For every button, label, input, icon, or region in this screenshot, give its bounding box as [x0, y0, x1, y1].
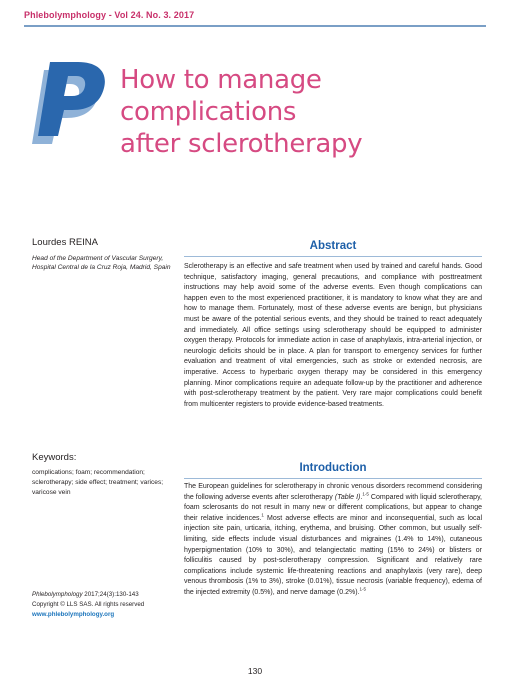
intro-text-c: Most adverse effects are minor and inconsequential, such as local injection site pain, urticaria, itching, erythema, and bruising. Other common, but usually self-limiting, side effects include visual disturbances and migraines (1.4% to 14%), cutaneous hyperpigmentation (10% to 30%), and telangiectatic matting (15% to 24%) or blisters or folliculitis caused by post-sclerotherapy compression. Significant and relatively rare complications include systemic life-threatening reactions and anaphylaxis (very rare), deep venous thrombosis (1% to 3%), stroke (0.01%), tissue necrosis (variable frequency), edema of the injected extremity (0.5%), and nerve damage (0.2%). [184, 514, 483, 596]
abstract-text: Sclerotherapy is an effective and safe treatment when used by trained and careful hands. Good technique, satisfactory imaging, general precautions, and compliance with posttreatment instructions may help avoid some of the adverse events. Even though complications can happen even to the most experienced practitioner, it is mandatory to know what they are and how to manage them. Fortunately, most of these adverse events are benign, but physicians must be aware of the potential serious events, and they should be trained to react adequately and immediately. All office settings using sclerotherapy should be equipped to administer oxygen therapy. Protocols for immediate action in case of anaphylaxis, intra-arterial injection, or neurologic deficits should be in place. A plan for transport to emergency services for further evaluation and treatment of vital emergencies, such as stroke or extended necrosis, are imperative. Access to hyperbaric oxygen therapy may be considered in this emergency planning. Minor complications require an adequate follow-up by the practitioner and adherence with post-sclerotherapy treatment by the patient. Very rare major complications could benefit from multicenter registers to provide evidence-based treatments. [184, 263, 482, 408]
citation-journal: Phlebolymphology [32, 591, 83, 598]
keywords-text: complications; foam; recommendation; sclerotherapy; side effect; treatment; varices; varicose vein [32, 469, 164, 496]
author-affiliation: Head of the Department of Vascular Surgery, Hospital Central de la Cruz Roja, Madrid, Spain [32, 255, 171, 271]
header-divider [24, 25, 486, 27]
title-line-2: after sclerotherapy [120, 129, 363, 159]
article-title [120, 64, 480, 160]
keywords-block [32, 452, 172, 497]
introduction-paragraph: The European guidelines for sclerotherapy in chronic venous disorders recommend considering the following adverse events after sclerotherapy (Table I).$^{1-5}$ Compared with liquid sclerotherapy, foam sclerosants do not result in many new or different complications, but appear to change their relative incidences.$^1$ Most adverse effects are minor and inconsequential, such as local injection site pain, urticaria, itching, erythema, and bruising. Other common, but usually self-limiting, side effects include visual disturbances and migraines (1.4% to 14%), cutaneous hyperpigmentation (10% to 30%), and telangiectatic matting (15% to 24%) or blisters or folliculitis caused by post-sclerotherapy compression. Significant and relatively rare complications include systemic life-threatening reactions and anaphylaxis (very rare), deep venous thrombosis (1% to 3%), stroke (0.01%), tissue necrosis (variable frequency), edema of the injected extremity (0.5%), and nerve damage (0.2%).$^{1-5}$ [184, 483, 483, 596]
citation-copyright: Copyright © LLS SAS. All rights reserved [32, 601, 145, 608]
intro-text-a: The European guidelines for sclerotherapy in chronic venous disorders recommend considering the following adverse events after sclerotherapy [184, 483, 482, 501]
citation-superscript: 1 [261, 512, 264, 518]
citation-superscript: 1-5 [362, 491, 369, 497]
introduction-divider [184, 478, 482, 479]
citation-reference: 2017;24(3):130-143 [82, 591, 139, 598]
phlebolymphology-p-logo [26, 58, 110, 146]
keywords-title: Keywords: [32, 452, 77, 463]
introduction-heading: Introduction [299, 462, 367, 474]
abstract-divider [184, 256, 482, 257]
citation-block [32, 590, 177, 620]
abstract-heading: Abstract [309, 240, 357, 252]
table-reference: (Table I) [334, 493, 361, 501]
intro-text-b: Compared with liquid sclerotherapy, foam sclerosants do not result in many new or different complications, but appear to change their relative incidences. [184, 493, 482, 522]
journal-header: Phlebolymphology - Vol 24. No. 3. 2017 [24, 10, 195, 20]
title-line-1: How to manage complications [120, 65, 322, 127]
citation-reference-line [32, 590, 177, 600]
author-name: Lourdes REINA [32, 237, 99, 248]
journal-website-link[interactable]: www.phlebolymphology.org [32, 611, 115, 618]
author-block [32, 237, 172, 272]
page-number: 130 [247, 666, 263, 676]
citation-superscript: 1-5 [359, 586, 366, 592]
